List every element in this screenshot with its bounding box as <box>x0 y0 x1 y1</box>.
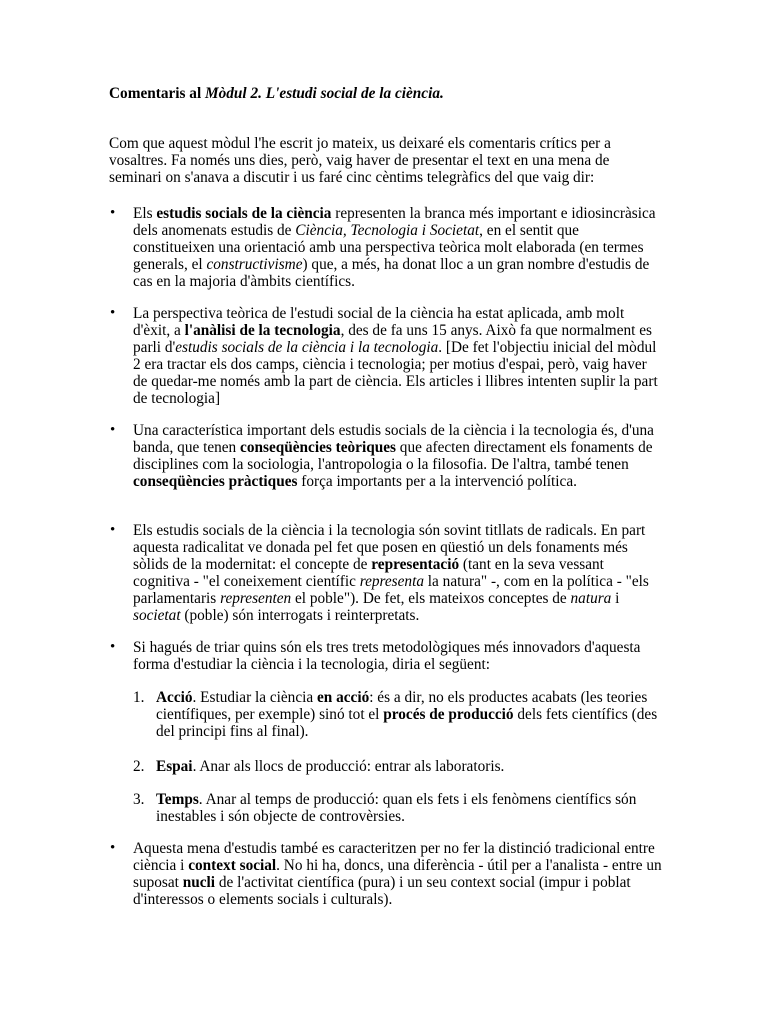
bullet-5-marker: • <box>110 639 116 655</box>
bullet-4-marker: • <box>110 522 116 538</box>
b4-text: el poble"). De fet, els mateixos conceptes de <box>291 590 571 607</box>
numbered-2-label: 2. <box>133 758 145 775</box>
n1-bold: Acció <box>156 689 193 706</box>
b4-text: (tant en la seva vessant cognitiva - "el coneixement científic <box>133 556 604 590</box>
n3-text: . Anar al temps de producció: quan els fets i els fenòmens científics són inestables i són objecte de controvèrsies. <box>156 791 637 825</box>
b1-bold: estudis socials de la ciència <box>156 205 332 222</box>
b6-bold: context social <box>188 857 277 874</box>
b2-text: La perspectiva teòrica de l'estudi social de la ciència ha estat aplicada, amb molt d'èxit, a <box>133 305 625 339</box>
n3-bold: Temps <box>156 791 199 808</box>
bullet-3-marker: • <box>110 422 116 438</box>
b2-italic: estudis socials de la ciència i la tecnologia <box>175 339 439 356</box>
numbered-item-1 <box>156 689 661 740</box>
b6-text: . No hi ha, doncs, una diferència - útil per a l'analista - entre un suposat <box>133 857 662 891</box>
b4-text: la natura" -, com en la política - "els parlamentaris <box>133 573 649 607</box>
b3-text: Una característica important dels estudis socials de la ciència i la tecnologia és, d'una banda, que tenen <box>133 422 654 456</box>
b3-bold: conseqüències pràctiques <box>133 473 298 490</box>
intro-paragraph: Com que aquest mòdul l'he escrit jo mateix, us deixaré els comentaris crítics per a vosaltres. Fa només uns dies, però, vaig haver de presentar el text en una mena de seminari on s'anava a discutir i us faré cinc cèntims telegràfics del que vaig dir: <box>109 135 611 186</box>
title-prefix: Comentaris al <box>109 85 206 102</box>
numbered-3-label: 3. <box>133 791 145 808</box>
bullet-1 <box>133 205 663 290</box>
b5-text: Si hagués de triar quins són els tres trets metodològiques més innovadors d'aquesta forma d'estudiar la ciència i la tecnologia, diria el següent: <box>133 639 641 673</box>
n1-bold: procés de producció <box>383 706 514 723</box>
b3-text: que afecten directament els fonaments de disciplines com la sociologia, l'antropologia o la filosofia. De l'altra, també tenen <box>133 439 653 473</box>
b1-text: Els <box>133 205 157 222</box>
n2-text: . Anar als llocs de producció: entrar als laboratoris. <box>192 758 505 775</box>
b1-text: ) que, a més, ha donat lloc a un gran nombre d'estudis de cas en la majoria d'àmbits científics. <box>133 256 650 290</box>
b1-italic: constructivisme <box>206 256 303 273</box>
bullet-3 <box>133 422 663 490</box>
document-title <box>109 85 444 102</box>
b3-text: força importants per a la intervenció política. <box>297 473 577 490</box>
b4-italic: representen <box>220 590 292 607</box>
b1-text: , en el sentit que constitueixen una orientació amb una perspectiva teòrica molt elaborada (en termes generals, el <box>133 222 644 273</box>
b2-bold: l'anàlisi de la tecnologia <box>184 322 341 339</box>
numbered-item-2 <box>156 758 661 775</box>
numbered-1-label: 1. <box>133 689 145 706</box>
b6-text: Aquesta mena d'estudis també es caracteritzen per no fer la distinció tradicional entre ciència i <box>133 840 655 874</box>
b4-text: (poble) són interrogats i reinterpretats. <box>180 607 420 624</box>
bullet-6 <box>133 840 663 908</box>
n1-text: dels fets científics (des del principi fins al final). <box>156 706 658 740</box>
b4-bold: representació <box>371 556 460 573</box>
b4-italic: representa <box>359 573 424 590</box>
n1-text: . Estudiar la ciència <box>192 689 317 706</box>
bullet-6-marker: • <box>110 840 116 856</box>
b4-italic: natura <box>570 590 612 607</box>
n1-bold: en acció <box>316 689 370 706</box>
b6-text: de l'activitat científica (pura) i un seu context social (impur i poblat d'interessos o elements socials i culturals). <box>133 874 631 908</box>
bullet-5 <box>133 639 663 673</box>
b4-text: Els estudis socials de la ciència i la tecnologia són sovint titllats de radicals. En part aquesta radicalitat ve donada pel fet que posen en qüestió un dels fonaments més sòlids de la modernitat: el concepte de <box>133 522 646 573</box>
title-module: Mòdul 2. L'estudi social de la ciència. <box>205 85 444 102</box>
b4-italic: societat <box>133 607 181 624</box>
b2-text: . [De fet l'objectiu inicial del mòdul 2 era tractar els dos camps, ciència i tecnologia; per motius d'espai, però, vaig haver de quedar-me només amb la part de ciència. Els articles i llibres intenten suplir la part de tecnologia] <box>133 339 658 407</box>
bullet-4 <box>133 522 663 624</box>
b3-bold: conseqüències teòriques <box>240 439 396 456</box>
b6-bold: nucli <box>182 874 216 891</box>
bullet-2 <box>133 305 663 407</box>
n1-text: : és a dir, no els productes acabats (les teories científiques, per exemple) sinó tot el <box>156 689 648 723</box>
n2-bold: Espai <box>156 758 193 775</box>
b4-text: i <box>611 590 620 607</box>
numbered-item-3 <box>156 791 661 825</box>
b1-text: representen la branca més important e idiosincràsica dels anomenats estudis de <box>133 205 656 239</box>
b1-italic: Ciència, Tecnologia i Societat <box>295 222 480 239</box>
bullet-2-marker: • <box>110 305 116 321</box>
b2-text: , des de fa uns 15 anys. Això fa que normalment es parli d' <box>133 322 652 356</box>
bullet-1-marker: • <box>110 205 116 221</box>
